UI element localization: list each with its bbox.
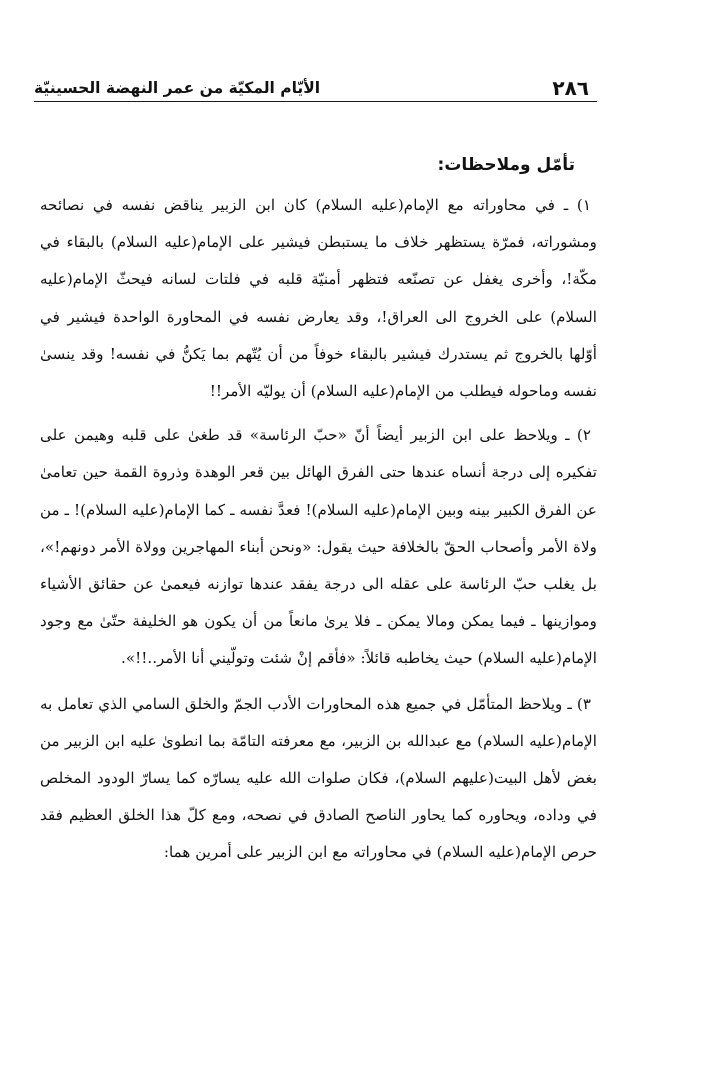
- paragraph-2: ٢) ـ ويلاحظ على ابن الزبير أيضاً أنّ «حبّ الرئاسة» قد طغىٰ على قلبه وهيمن على تفكيره إلى درجة أنساه عندها حتى الفرق الهائل بين قعر الوهدة وذروة القمة حين تعامىٰ عن الفرق الكبير بينه وبين الإمام(عليه السلام)! فعدَّ نفسه ـ كما الإمام(عليه السلام)! ـ من ولاة الأمر وأصحاب الحقّ بالخلافة حيث يقول: «ونحن أبناء المهاجرين وولاة الأمر دونهم!»، بل يغلب حبّ الرئاسة على عقله الى درجة يفقد عندها توازنه فيعمىٰ عن حقائق الأشياء وموازينها ـ فيما يمكن ومالا يمكن ـ فلا يرىٰ مانعاً من أن يكون هو الخليفة حتّىٰ مع وجود الإمام(عليه السلام) حيث يخاطبه قائلاً: «فأقم إنْ شئت وتولّيني أنا الأمر..!!».: [40, 426, 597, 668]
- page-header: [34, 66, 597, 100]
- running-title: الأيّام المكيّة من عمر النهضة الحسينيّة: [34, 79, 321, 97]
- page-number: ٢٨٦: [552, 76, 589, 100]
- section-heading: تأمّل وملاحظات:: [437, 155, 575, 175]
- paragraph-3: ٣) ـ ويلاحظ المتأمّل في جميع هذه المحاورات الأدب الجمّ والخلق السامي الذي تعامل به الإمام(عليه السلام) مع عبدالله بن الزبير، مع معرفته التامّة بما انطوىٰ عليه ابن الزبير من بغض لأهل البيت(عليهم السلام)، فكان صلوات الله عليه يسارّه كما يسارّ الودود المخلص في وداده، ويحاوره كما يحاور الناصح الصادق في نصحه، ومع كلّ هذا الخلق العظيم فقد حرص الإمام(عليه السلام) في محاوراته مع ابن الزبير على أمرين هما:: [40, 694, 597, 862]
- page-body: [40, 148, 597, 872]
- header-rule: [34, 101, 597, 102]
- paragraph-1: ١) ـ في محاوراته مع الإمام(عليه السلام) كان ابن الزبير يناقض نفسه في نصائحه ومشوراته، فمرّة يستظهر خلاف ما يستبطن فيشير على الإمام(عليه السلام) بالبقاء في مكّة!، وأخرى يغفل عن تصنّعه فتظهر أمنيّة قلبه في فلتات لسانه فيحثّ الإمام(عليه السلام) على الخروج الى العراق!، وقد يعارض نفسه في المحاورة الواحدة فيشير في أوّلها بالخروج ثم يستدرك فيشير بالبقاء خوفاً من أن يُتّهم بما يَكنُّ في نفسه! وقد ينسىٰ نفسه وماحوله فيطلب من الإمام(عليه السلام) أن يوليّه الأمر!!: [40, 196, 597, 401]
